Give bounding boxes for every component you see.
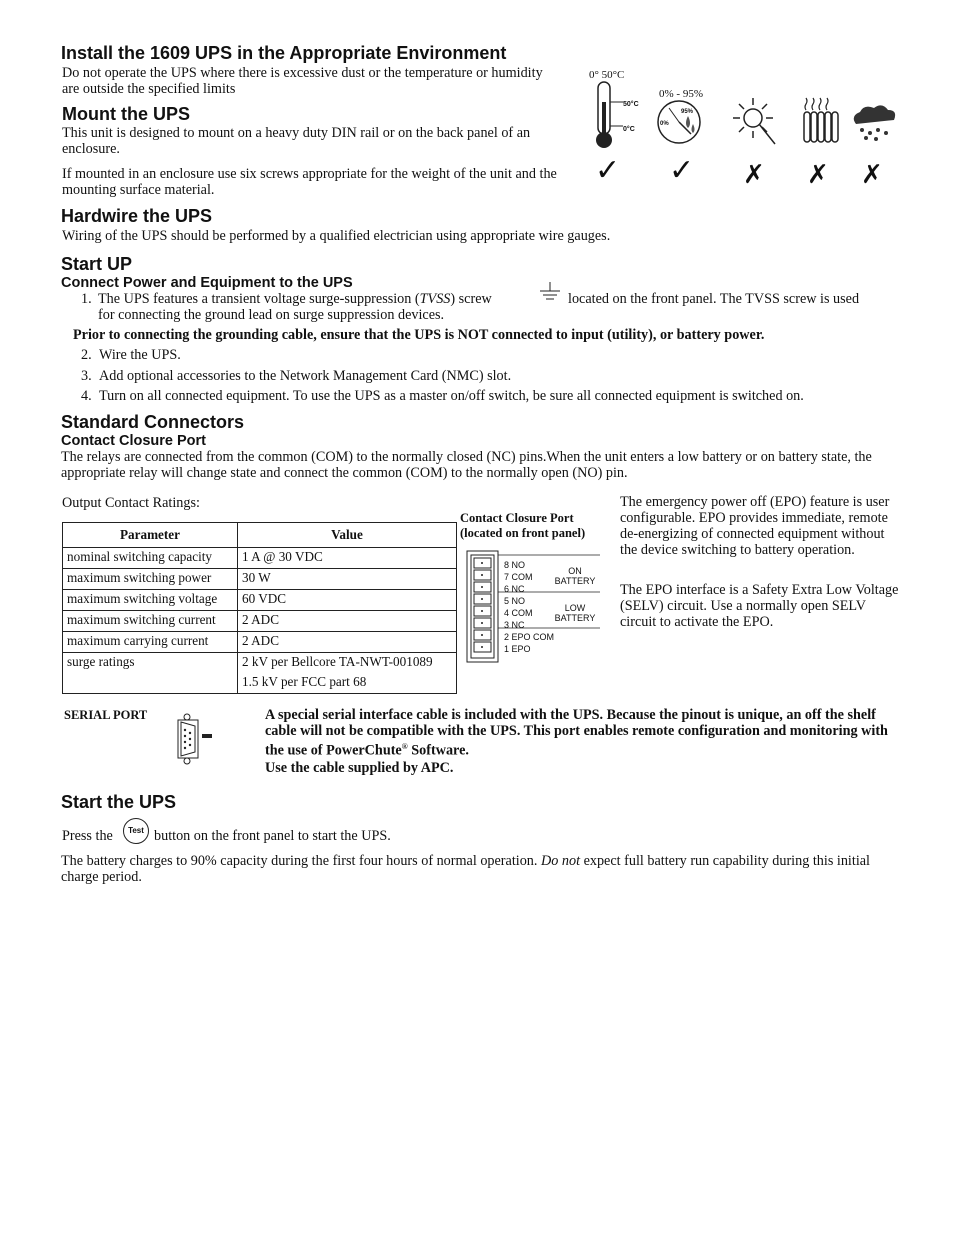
step-3-number: 3. [81,368,92,384]
charge-text-emphasis: Do not [541,853,581,869]
table-row [63,590,457,611]
low-battery-label [552,603,598,623]
low-battery-line-1: LOW [564,603,586,613]
table-row [63,569,457,590]
output-ratings-label: Output Contact Ratings: [62,495,200,511]
table-cell: 2 ADC [238,632,457,653]
charge-text [61,853,906,885]
test-button-icon [123,818,149,844]
sun-forbidden-x-icon: ✗ [743,160,765,190]
table-cell: surge ratings [63,653,238,694]
connectors-heading: Standard Connectors [61,412,245,432]
press-text-a: Press the [62,828,113,844]
charge-text-a: The battery charges to 90% capacity during the first four hours of normal operation. [61,853,541,869]
pin-label: 4 COM [504,608,533,618]
heat-forbidden-x-icon: ✗ [807,160,829,190]
on-battery-line-2: BATTERY [554,576,596,586]
serial-text-a: A special serial interface cable is included with the UPS. Because the pinout is unique, an off the shelf cable will not be compatible with the UPS. This port enables remote configuration and monitoring with the use of PowerChute [265,707,888,759]
start-ups-heading: Start the UPS [61,792,177,812]
table-cell: 60 VDC [238,590,457,611]
pin-label: 1 EPO [504,644,531,654]
pin-label: 7 COM [504,572,533,582]
port-diagram-title-1: Contact Closure Port [460,511,574,525]
humidity-low-label: 0% [660,121,669,127]
install-heading: Install the 1609 UPS in the Appropriate Environment [61,43,507,63]
startup-subheading: Connect Power and Equipment to the UPS [61,275,353,291]
contact-closure-text: The relays are connected from the common (COM) to the normally closed (NC) pins.When the unit enters a low battery or on battery state, the appropriate relay will change state and connect the common (COM) to the normally open (NO) pin. [61,449,872,481]
step-2-text: Wire the UPS. [99,347,181,363]
serial-text-b: Software. [407,742,469,759]
table-cell: 30 W [238,569,457,590]
low-battery-line-2: BATTERY [554,613,596,623]
temperature-allowed-check-icon: ✓ [595,153,621,188]
serial-cable-text [265,708,905,759]
step-2-number: 2. [81,347,92,363]
thermometer-icon [589,80,641,150]
sun-icon [733,96,777,146]
environment-icons [585,66,915,196]
epo-text-2: The EPO interface is a Safety Extra Low Voltage (SELV) circuit. Use a normally open SELV circuit to activate the EPO. [620,582,899,630]
humidity-range-label: 0% - 95% [659,88,703,100]
table-cell: 1 A @ 30 VDC [238,548,457,569]
temp-low-label: 0°C [623,126,635,133]
hardwire-heading: Hardwire the UPS [61,206,213,226]
mount-text-2: If mounted in an enclosure use six screws appropriate for the weight of the unit and the mounting surface material. [62,166,557,198]
mount-text-1: This unit is designed to mount on a heavy duty DIN rail or on the back panel of an enclosure. [62,125,531,157]
table-cell: 2 ADC [238,611,457,632]
install-text: Do not operate the UPS where there is excessive dust or the temperature or humidity are outside the specified limits [62,65,543,97]
rain-cloud-icon [848,104,898,144]
pin-label: 2 EPO COM [504,632,555,642]
table-row [63,611,457,632]
step-3-text: Add optional accessories to the Network Management Card (NMC) slot. [99,368,512,384]
serial-port-label: SERIAL PORT [64,708,148,722]
mount-heading: Mount the UPS [62,104,190,124]
pin-label: 6 NC [504,584,525,594]
port-diagram-title-2: (located on front panel) [460,526,586,540]
grounding-warning: Prior to connecting the grounding cable, ensure that the UPS is NOT connected to input (utility), or battery power. [73,327,765,343]
radiator-icon [800,96,844,146]
table-row [63,632,457,653]
epo-text-1: The emergency power off (EPO) feature is user configurable. EPO provides immediate, remote de-energizing of connected equipment without the device switching to battery operation. [620,494,890,558]
step-1-number: 1. [81,291,92,307]
step-1-text-c: located on the front panel. The TVSS screw is used [568,291,860,307]
table-row [63,548,457,569]
on-battery-line-1: ON [568,566,582,576]
table-cell: maximum carrying current [63,632,238,653]
press-text-b: button on the front panel to start the UPS. [154,828,391,844]
serial-port-connector-icon [176,712,216,766]
surge-value-1: 2 kV per Bellcore TA-NWT-001089 [242,654,433,669]
humidity-high-label: 95% [681,109,694,115]
pin-label: 5 NO [504,596,526,606]
table-header-parameter: Parameter [63,523,238,548]
on-battery-label [552,566,598,586]
pin-label: 8 NO [504,560,526,570]
table-cell [238,653,457,694]
humidity-allowed-check-icon: ✓ [669,153,695,188]
step-1-text-d: for connecting the ground lead on surge suppression devices. [98,307,445,323]
registered-mark: ® [401,742,408,751]
connector-pin-labels [504,559,554,655]
hardwire-text: Wiring of the UPS should be performed by a qualified electrician using appropriate wire gauges. [62,228,611,244]
table-header-value: Value [238,523,457,548]
pin-label: 3 NC [504,620,525,630]
table-header-row [63,523,457,548]
temperature-range-label: 0° 50°C [589,69,625,81]
step-1-text-a: The UPS features a transient voltage surge-suppression ( [98,291,420,307]
charge-text-b: expect full battery run capability during this initial charge period. [61,853,870,885]
table-row [63,653,457,694]
serial-cable-note: Use the cable supplied by APC. [265,760,454,776]
output-ratings-table [62,522,457,694]
table-cell: maximum switching power [63,569,238,590]
startup-heading: Start UP [61,254,133,274]
ground-symbol-icon [537,281,563,303]
contact-closure-subheading: Contact Closure Port [61,433,207,449]
surge-value-2: 1.5 kV per FCC part 68 [242,674,367,689]
table-cell: maximum switching voltage [63,590,238,611]
step-1-text [98,291,492,307]
temp-high-label: 50°C [623,101,639,108]
rain-forbidden-x-icon: ✗ [861,160,883,190]
step-1-text-b: ) screw [450,291,492,307]
table-cell: nominal switching capacity [63,548,238,569]
step-4-number: 4. [81,388,92,404]
test-button-label: Test [128,826,144,835]
step-1-tvss: TVSS [419,291,451,307]
step-4-text: Turn on all connected equipment. To use the UPS as a master on/off switch, be sure all connected equipment is switched on. [99,388,804,404]
table-cell: maximum switching current [63,611,238,632]
